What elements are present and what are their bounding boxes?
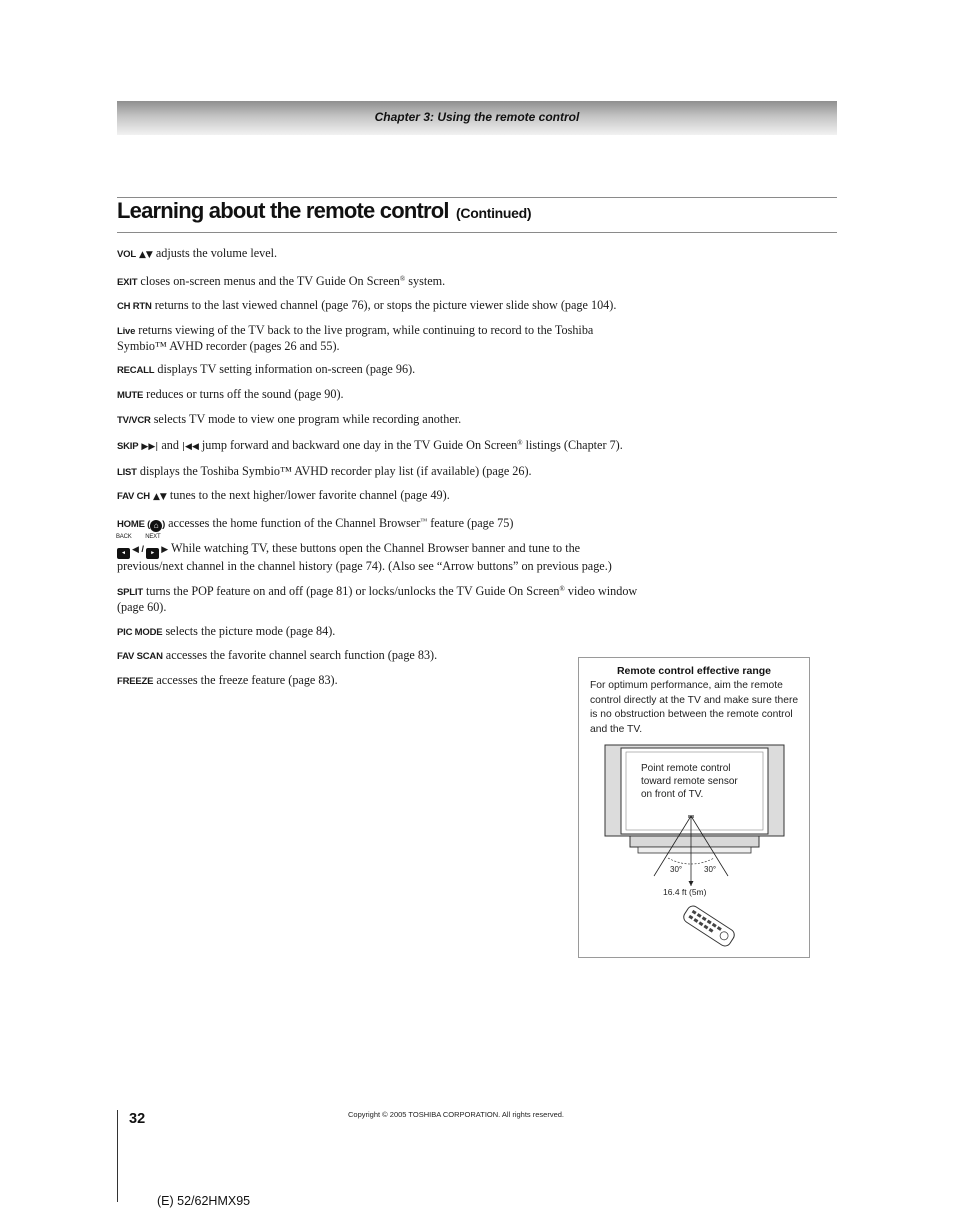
angle-left-label: 30° [670, 865, 683, 874]
chapter-title: Chapter 3: Using the remote control [374, 110, 580, 124]
up-down-arrows-icon: ▲▼ [138, 250, 153, 260]
page-title-continued: (Continued) [456, 205, 532, 221]
page-title [117, 198, 531, 224]
up-down-arrows-icon: ▲▼ [152, 492, 167, 503]
registered-mark: ® [559, 585, 565, 594]
entry-text: accesses the freeze feature (page 83). [153, 672, 338, 687]
entry-text: accesses the home function of the Channel Browser [165, 515, 421, 530]
entry-text: video window (page 60). [117, 584, 638, 615]
key-label: VOL [117, 249, 136, 260]
trademark-mark: ™ [420, 516, 428, 525]
paren-close: ) [162, 518, 166, 530]
entry-text: feature (page 75) [427, 515, 514, 530]
key-label: HOME [117, 518, 145, 530]
key-label: SPLIT [117, 587, 143, 599]
key-label: Live [117, 325, 136, 337]
key-label: CH RTN [117, 301, 152, 313]
entry-ch-rtn [117, 298, 642, 314]
key-label: SKIP [117, 441, 139, 453]
key-label: FAV CH [117, 491, 150, 503]
key-label: TV/VCR [117, 414, 151, 426]
entry-mute [117, 387, 642, 403]
entry-text: system. [405, 273, 446, 288]
left-angle-arc [668, 858, 691, 864]
entry-text: While watching TV, these buttons open the Channel Browser banner and tune to the previous/next channel in the channel history (page 74). (Also see “Arrow buttons” on previous page.) [117, 540, 612, 573]
arrow-head-icon [689, 881, 694, 886]
back-button-graphic [116, 533, 132, 559]
key-label: FREEZE [117, 675, 154, 687]
range-box-title: Remote control effective range [616, 665, 772, 677]
entry-split [117, 582, 642, 615]
chapter-header-band [117, 101, 837, 135]
registered-mark: ® [517, 439, 523, 448]
entry-exit [117, 272, 642, 290]
right-angle-arc [691, 858, 714, 864]
footer-rule [117, 1110, 118, 1202]
entry-text: returns viewing of the TV back to the live program, while continuing to record to the Toshiba Symbio™ AVHD recorder (pages 26 and 55). [117, 322, 594, 353]
button-descriptions [117, 246, 642, 698]
entry-recall [117, 362, 642, 378]
tv-note-line: Point remote control [641, 763, 731, 774]
home-icon: ⌂ [150, 520, 162, 532]
tv-note-line: toward remote sensor [641, 776, 738, 787]
entry-live [117, 323, 642, 354]
copyright-text: Copyright © 2005 TOSHIBA CORPORATION. All rights reserved. [348, 1110, 565, 1119]
page-number: 32 [129, 1111, 146, 1127]
entry-text: jump forward and backward one day in the TV Guide On Screen [198, 438, 518, 453]
angle-right-label: 30° [704, 865, 717, 874]
entry-text: tunes to the next higher/lower favorite channel (page 49). [166, 488, 450, 503]
entry-text: turns the POP feature on and off (page 81) or locks/unlocks the TV Guide On Screen [142, 584, 560, 599]
entry-fav-scan [117, 648, 642, 664]
entry-text: and [158, 438, 182, 453]
next-button-graphic [145, 533, 161, 559]
entry-pic-mode [117, 624, 642, 640]
entry-text: displays TV setting information on-screen (page 96). [154, 362, 416, 377]
key-label: RECALL [117, 365, 155, 377]
right-arrow-icon: ▶ [161, 544, 169, 555]
entry-back-next [116, 533, 642, 574]
range-box-description: For optimum performance, aim the remote control directly at the TV and make sure there is no obstruction between the remote control and the TV. [590, 680, 799, 735]
entry-text: returns to the last viewed channel (page 76), or stops the picture viewer slide show (page 104). [151, 298, 617, 313]
entry-fav-ch [117, 488, 642, 505]
entry-text: displays the Toshiba Symbio™ AVHD recorder play list (if available) (page 26). [136, 463, 532, 478]
left-arrow-icon: ◀ [132, 544, 139, 555]
key-label: LIST [117, 466, 137, 478]
entry-text: closes on-screen menus and the TV Guide On Screen [137, 273, 400, 288]
model-number: (E) 52/62HMX95 [157, 1194, 251, 1208]
distance-label: 16.4 ft (5m) [663, 887, 707, 897]
entry-text: reduces or turns off the sound (page 90). [143, 386, 344, 401]
entry-vol [117, 246, 642, 263]
entry-text: selects TV mode to view one program while recording another. [150, 411, 462, 426]
page-title-main: Learning about the remote control [117, 198, 449, 223]
next-button-icon: ► [146, 548, 159, 559]
tv-base [638, 847, 751, 853]
tv-note-line: on front of TV. [641, 789, 704, 800]
entry-tv-vcr [117, 412, 642, 428]
slash-separator: / [138, 543, 147, 555]
entry-text: listings (Chapter 7). [522, 438, 623, 453]
paren-open: ( [144, 518, 151, 530]
back-button-icon: ◄ [117, 548, 130, 559]
back-caption: BACK [116, 533, 132, 540]
key-label: EXIT [117, 276, 138, 288]
entry-text: selects the picture mode (page 84). [162, 623, 336, 638]
tv-stand [630, 836, 759, 847]
remote-range-box [578, 657, 810, 958]
key-label: MUTE [117, 389, 144, 401]
range-diagram [579, 658, 811, 959]
remote-control-icon [681, 904, 736, 949]
next-caption: NEXT [145, 533, 161, 540]
entry-list [117, 464, 642, 480]
title-bottom-rule [117, 232, 837, 233]
registered-mark: ® [399, 274, 406, 283]
entry-text: accesses the favorite channel search function (page 83). [162, 648, 438, 663]
entry-skip [117, 436, 642, 455]
entry-text: adjusts the volume level. [152, 246, 278, 260]
skip-forward-icon: ▶▶| [141, 442, 159, 453]
skip-backward-icon: |◀◀ [182, 442, 199, 453]
entry-freeze [117, 673, 642, 689]
key-label: PIC MODE [117, 626, 163, 638]
entry-home [117, 514, 642, 532]
key-label: FAV SCAN [117, 651, 163, 663]
